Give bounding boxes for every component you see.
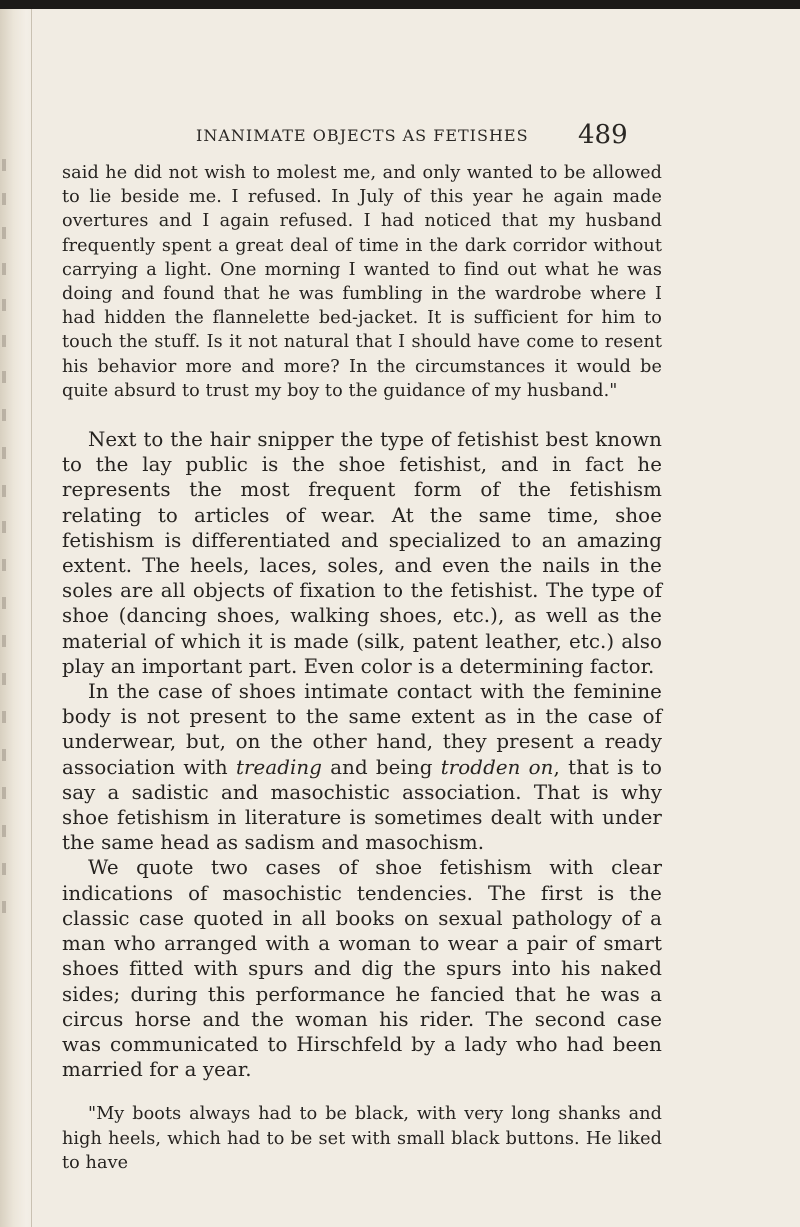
gutter-bleed-marks	[2, 159, 10, 959]
paragraph-letter-end: said he did not wish to molest me, and only wanted to be allowed to lie beside me. I refused. In July of this year he again made overtures and I again refused. I had noticed that my husband frequently spent a great deal of time in the dark corridor without carrying a light. One morning I wanted to find out what he was doing and found that he was fumbling in the wardrobe where I had hidden the flannelette bed-jacket. It is sufficient for him to touch the stuff. Is it not natural that I should have come to resent his behavior more and more? In the circumstances it would be quite absurd to trust my boy to the guidance of my husband."	[62, 163, 662, 401]
text-run: and being	[322, 755, 441, 779]
paragraph-treading	[62, 679, 662, 855]
scan-top-edge	[0, 0, 800, 9]
paragraph-quote-boots: "My boots always had to be black, with very long shanks and high heels, which had to be set with small black buttons. He liked to have	[62, 1104, 662, 1173]
emphasis-trodden-on: trodden on	[440, 755, 554, 779]
running-header: INANIMATE OBJECTS AS FETISHES	[196, 126, 529, 145]
text-run: , that is to say a sadistic and masochistic association. That is why shoe fetishism in literature is sometimes dealt with under the same head as sadism and masochism.	[62, 755, 663, 855]
page-number: 489	[578, 120, 628, 150]
paragraph-shoe-fetishist: Next to the hair snipper the type of fetishist best known to the lay public is the shoe fetishist, and in fact he represents the most frequent form of the fetishism relating to articles of wear. At the same time, shoe fetishism is differentiated and specialized to an amazing extent. The heels, laces, soles, and even the nails in the soles are all objects of fixation to the fetishist. The type of shoe (dancing shoes, walking shoes, etc.), as well as the material of which it is made (silk, patent leather, etc.) also play an important part. Even color is a determining factor.	[62, 428, 662, 678]
paragraph-two-cases: We quote two cases of shoe fetishism with clear indications of masochistic tendencies. The first is the classic case quoted in all books on sexual pathology of a man who arranged with a woman to wear a pair of smart shoes fitted with spurs and dig the spurs into his naked sides; during this performance he fancied that he was a circus horse and the woman his rider. The second case was communicated to Hirschfeld by a lady who had been married for a year.	[62, 856, 662, 1082]
emphasis-treading: treading	[235, 755, 323, 779]
gutter-fold-line	[31, 9, 32, 1227]
book-gutter	[0, 9, 34, 1227]
body-text	[62, 161, 662, 1175]
text-run: In the case of shoes intimate contact with the feminine body is not present to the same extent as in the case of underwear, but, on the other hand, they present a ready association with	[62, 680, 662, 779]
